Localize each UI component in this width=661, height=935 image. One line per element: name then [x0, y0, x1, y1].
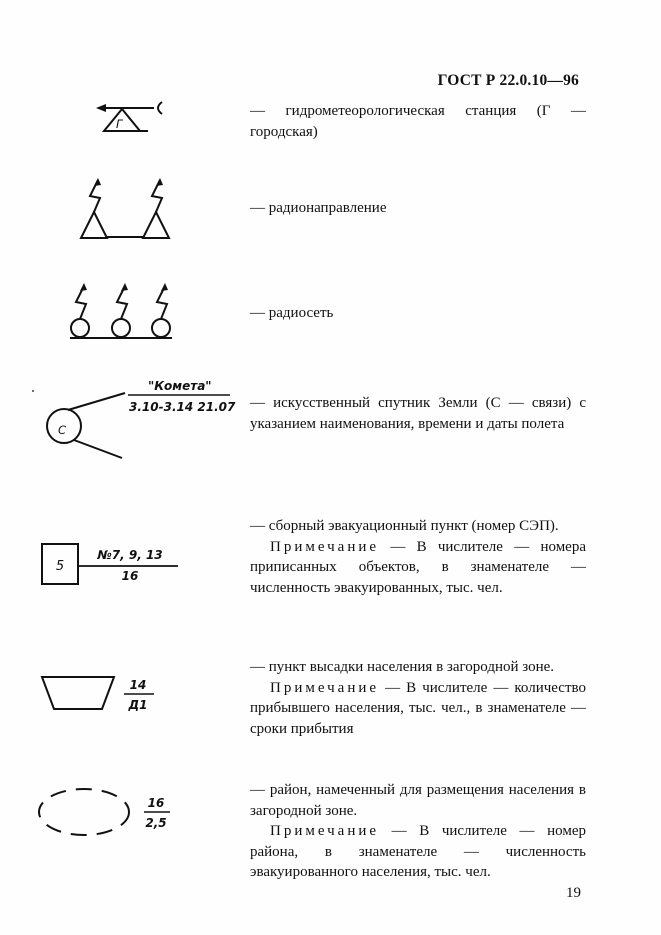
evacuation-point-description [250, 516, 586, 598]
hydromet-letter-label: Г [116, 117, 123, 131]
area-denominator-label: 2,5 [145, 816, 167, 830]
satellite-letter-label: С [58, 423, 67, 437]
landing-numerator-label: 14 [129, 678, 147, 692]
hydromet-station-description [250, 101, 586, 142]
document-code-header: ГОСТ Р 22.0.10—96 [437, 72, 579, 89]
evacuation-denominator-label: 16 [121, 569, 139, 583]
satellite-name-label: "Комета" [148, 379, 212, 393]
radio-direction-description [250, 198, 586, 219]
radio-direction-symbol [76, 176, 186, 242]
entry-text: — искусственный спутник Земли (С — связи) с указанием наименования, времени и даты полета [250, 395, 586, 432]
placement-area-description [250, 780, 586, 883]
entry-note [250, 537, 586, 599]
satellite-dates-label: 3.10-3.14 21.07 [129, 400, 236, 414]
landing-point-symbol [38, 673, 158, 715]
note-text: — В числителе — номер района, в знаменателе — численность эвакуированного населения, тыс. чел. [250, 823, 586, 880]
entry-text: — радиосеть [250, 305, 334, 321]
radio-network-description [250, 303, 586, 324]
note-text: — В числителе — количество прибывшего населения, тыс. чел., в знаменателе — сроки прибытия [250, 679, 586, 737]
area-numerator-label: 16 [147, 796, 165, 810]
evacuation-number-label: 5 [55, 559, 65, 574]
entry-note [250, 821, 586, 883]
satellite-description [250, 393, 586, 434]
radio-network-symbol [66, 280, 176, 342]
satellite-symbol [30, 376, 240, 466]
landing-denominator-label: Д1 [128, 698, 148, 712]
page-number: 19 [566, 885, 581, 901]
note-label: Примечание [270, 679, 380, 696]
entry-text: — район, намеченный для размещения населения в загородной зоне. [250, 782, 586, 819]
evacuation-point-symbol [40, 542, 182, 592]
entry-text: — радионаправление [250, 200, 387, 216]
placement-area-symbol [34, 784, 174, 840]
landing-point-description [250, 657, 586, 739]
evacuation-numerator-label: №7, 9, 13 [97, 548, 163, 562]
note-text: — В числителе — номера приписанных объектов, в знаменателе — численность эвакуированных, тыс. чел. [250, 538, 586, 596]
note-label: Примечание [270, 823, 380, 839]
note-label: Примечание [270, 538, 380, 555]
entry-text: — сборный эвакуационный пункт (номер СЭП). [250, 518, 559, 534]
hydromet-station-symbol [92, 98, 172, 138]
entry-text: — пункт высадки населения в загородной зоне. [250, 659, 555, 675]
entry-note [250, 678, 586, 740]
entry-text: — гидрометеорологическая станция (Г — городская) [250, 103, 586, 140]
